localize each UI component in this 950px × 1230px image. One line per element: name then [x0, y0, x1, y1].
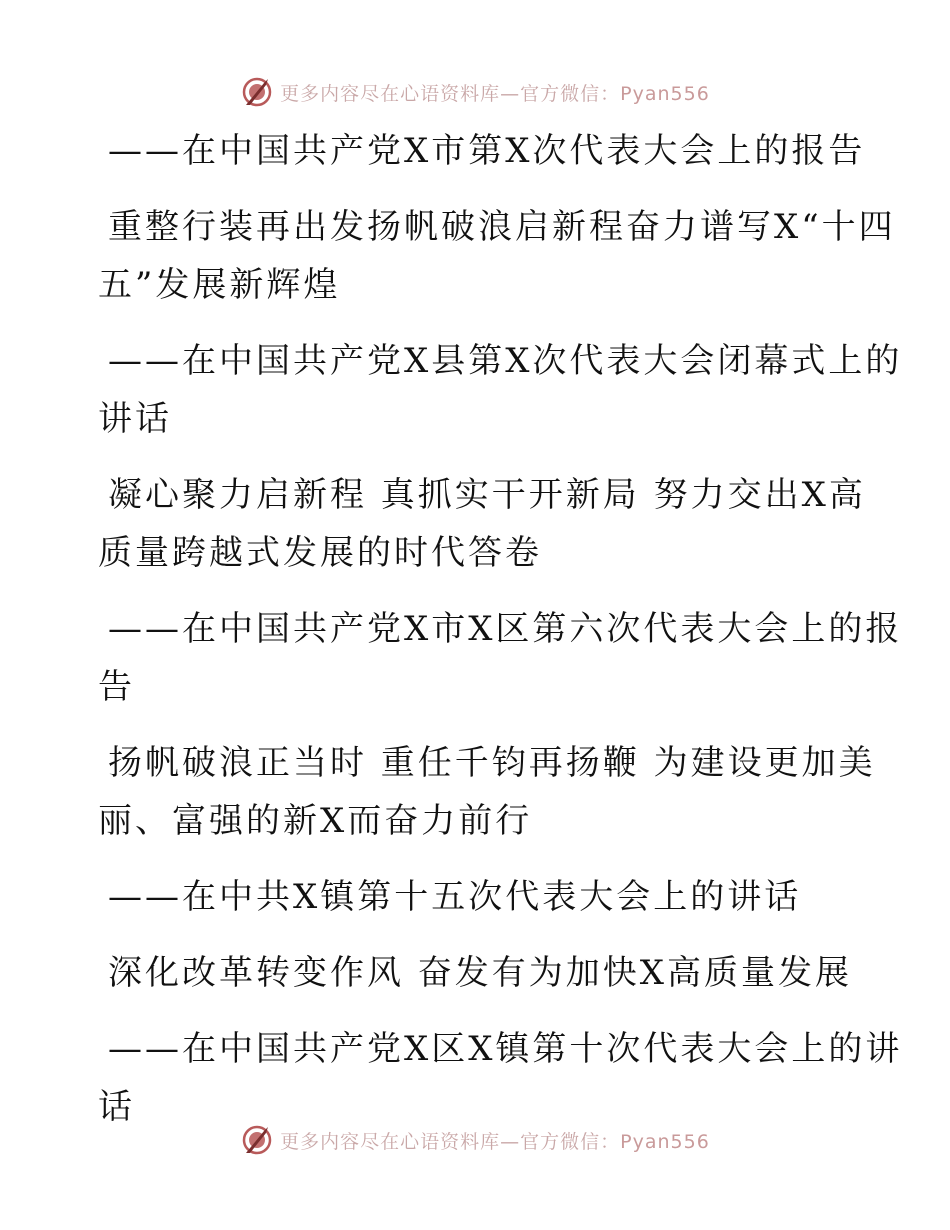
text-line: ——在中国共产党X县第X次代表大会闭幕式上的 [108, 341, 903, 381]
text-line: 深化改革转变作风 奋发有为加快X高质量发展 [108, 953, 853, 993]
footer-watermark [0, 1120, 950, 1160]
text-line: 重整行装再出发扬帆破浪启新程奋力谱写X“十四 [108, 207, 896, 247]
entry-1 [98, 198, 896, 314]
entry-4 [98, 600, 903, 716]
quill-seal-icon [240, 75, 274, 109]
entry-5 [98, 734, 876, 850]
text-line: ——在中国共产党X市X区第六次代表大会上的报 [108, 609, 903, 649]
text-line: 丽、富强的新X而奋力前行 [98, 801, 533, 841]
text-line: ——在中国共产党X市第X次代表大会上的报告 [108, 131, 866, 171]
document-body [98, 122, 903, 1136]
text-line: 凝心聚力启新程 真抓实干开新局 努力交出X高 [108, 475, 866, 515]
text-line: 告 [98, 667, 135, 707]
text-line: 话 [98, 1087, 135, 1127]
entry-3 [98, 466, 866, 582]
text-line: ——在中共X镇第十五次代表大会上的讲话 [108, 877, 802, 917]
text-line: 五”发展新辉煌 [98, 265, 341, 305]
text-line: 讲话 [98, 399, 172, 439]
watermark-text: 更多内容尽在心语资料库—官方微信：Pyan556 [280, 82, 710, 105]
text-line: ——在中国共产党X区X镇第十次代表大会上的讲 [108, 1029, 903, 1069]
quill-seal-icon [240, 1123, 274, 1157]
text-line: 扬帆破浪正当时 重任千钧再扬鞭 为建设更加美 [108, 743, 876, 783]
entry-8 [98, 1020, 903, 1136]
text-line: 质量跨越式发展的时代答卷 [98, 533, 542, 573]
entry-0 [98, 122, 866, 180]
header-watermark [0, 72, 950, 112]
entry-2 [98, 332, 903, 448]
entry-7 [98, 944, 858, 1002]
watermark-text: 更多内容尽在心语资料库—官方微信：Pyan556 [280, 1130, 710, 1153]
entry-6 [98, 868, 858, 926]
